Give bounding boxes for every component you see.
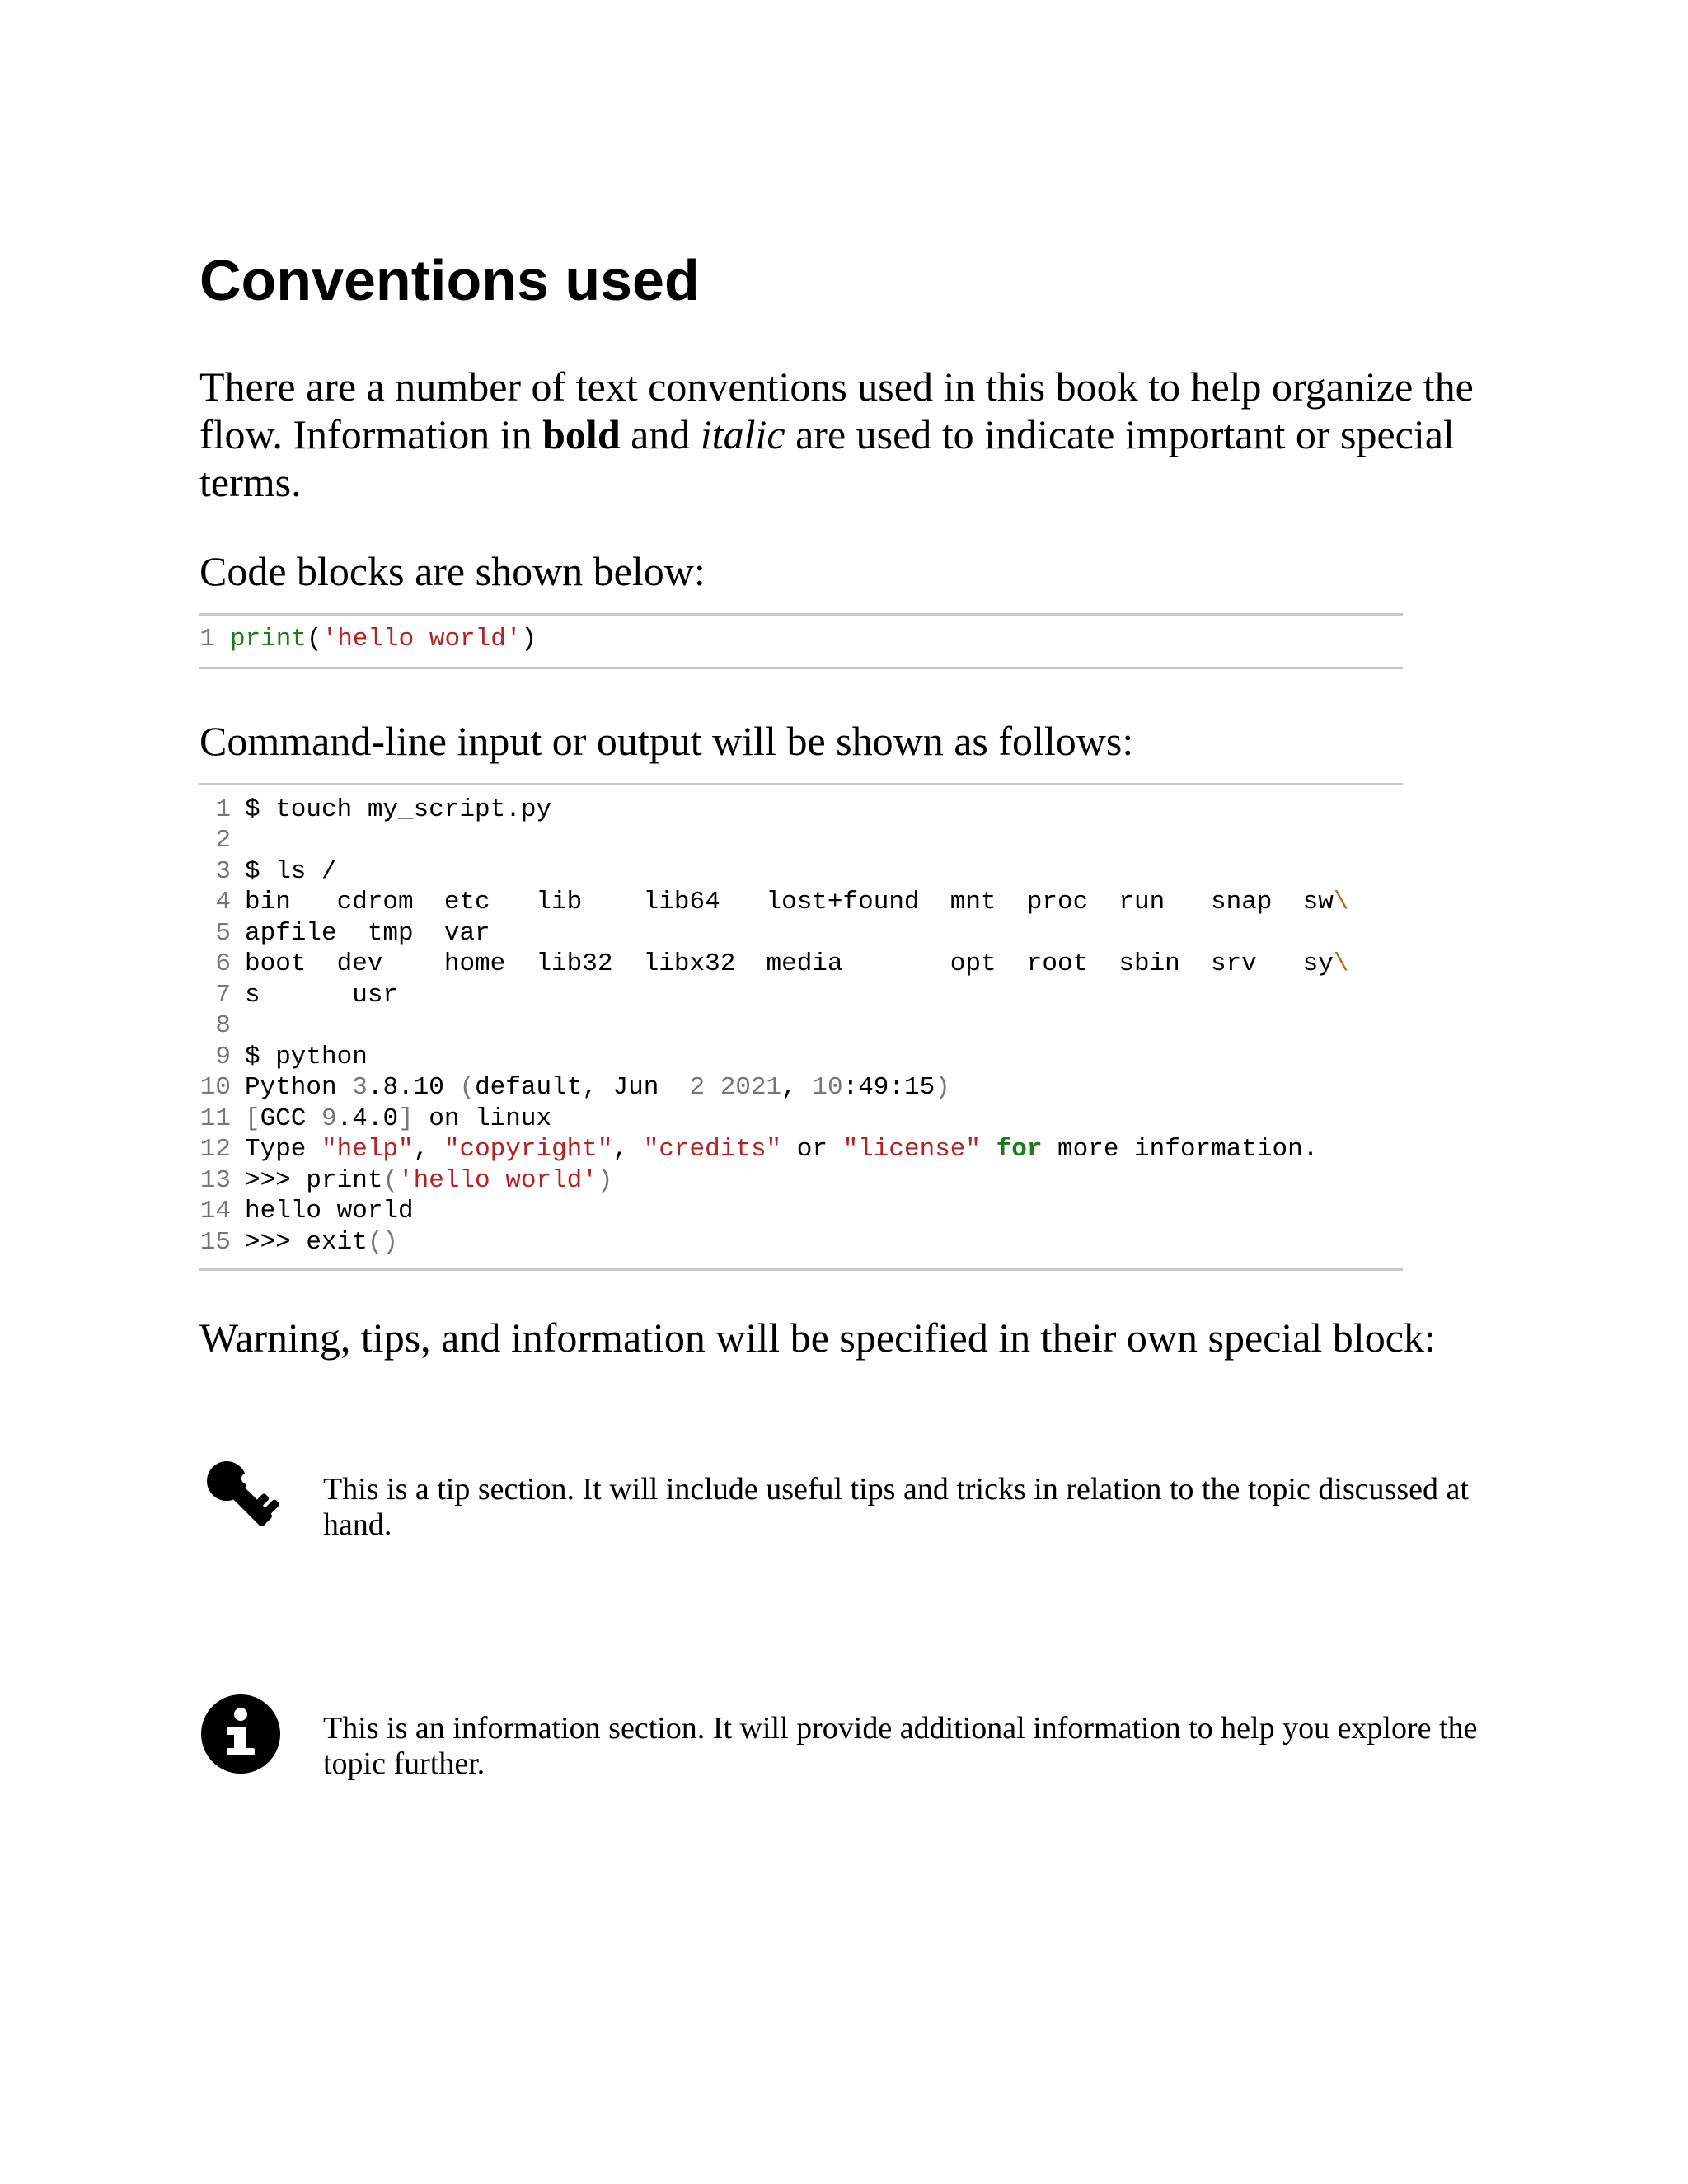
code-token: .4.0 (336, 1104, 399, 1133)
code-token: $ touch my_script.py (245, 794, 552, 824)
line-number: 6 (215, 949, 231, 978)
code-line (199, 794, 1403, 826)
code-token: "credits" (643, 1135, 782, 1164)
code-token: ( (459, 1073, 476, 1102)
line-number: 11 (199, 1104, 231, 1133)
code-line (199, 1072, 1403, 1104)
line-number: 5 (215, 918, 231, 948)
code-line (199, 856, 1403, 888)
code-token: GCC (260, 1104, 322, 1133)
intro-text-1: There are a number of text conventions used in this book to help organize the flow. Information in (199, 363, 1474, 457)
code-line (199, 1196, 1403, 1227)
code-token: "help" (321, 1135, 414, 1164)
code-token: 3 (352, 1073, 368, 1102)
code-line (199, 825, 1403, 856)
line-number: 1 (215, 794, 231, 824)
line-number: 7 (215, 980, 231, 1010)
command-line-intro: Command-line input or output will be shown as follows: (199, 717, 1134, 764)
code-token: bin cdrom etc lib lib64 lost+found mnt proc run snap sw (245, 888, 1334, 916)
code-token: .8.10 (367, 1073, 460, 1102)
intro-text-3: are used to indicate important or special terms. (199, 411, 1455, 505)
code-line (199, 887, 1403, 918)
bold-term: bold (542, 411, 621, 457)
intro-text-2: and (620, 411, 701, 457)
code-token: ( (307, 625, 322, 654)
code-token: 'hello world' (321, 625, 522, 654)
line-number: 8 (215, 1011, 231, 1040)
document-page (199, 247, 1518, 1792)
code-token: Type (245, 1135, 322, 1164)
code-token: [ (245, 1104, 260, 1133)
code-token: ) (597, 1165, 613, 1195)
code-token: 2 2021 (689, 1073, 782, 1102)
code-token: $ python (245, 1042, 368, 1071)
code-line (199, 624, 1403, 655)
tip-callout (199, 1454, 1518, 1553)
code-token: \ (1333, 888, 1349, 916)
code-token: hello world (245, 1197, 414, 1226)
code-token: on linux (413, 1104, 552, 1133)
code-line (199, 1134, 1403, 1165)
code-token: print (230, 625, 307, 654)
line-number: 10 (199, 1073, 231, 1102)
tip-text: This is a tip section. It will include useful tips and tricks in relation to the topic discussed at hand. (323, 1472, 1469, 1542)
code-token: more information. (1042, 1135, 1319, 1164)
code-token: , (781, 1073, 813, 1102)
code-line (199, 949, 1403, 980)
italic-term: italic (700, 411, 785, 457)
code-token: ) (521, 625, 537, 654)
line-number: 3 (215, 856, 231, 886)
line-number: 9 (215, 1042, 231, 1071)
special-blocks-intro: Warning, tips, and information will be specified in their own special block: (199, 1315, 1436, 1361)
code-token: 9 (321, 1104, 337, 1133)
code-line (199, 1104, 1403, 1135)
code-token: , (612, 1135, 644, 1164)
code-token: or (781, 1135, 843, 1164)
code-token: >>> exit (245, 1227, 368, 1257)
code-line (199, 1042, 1403, 1073)
code-blocks-intro: Code blocks are shown below: (199, 548, 706, 594)
line-number: 14 (199, 1197, 231, 1226)
key-icon (199, 1454, 282, 1536)
code-token: 10 (812, 1073, 843, 1102)
code-token: , (413, 1135, 444, 1164)
code-line (199, 1010, 1403, 1042)
code-token: :49:15 (842, 1073, 935, 1102)
info-text: This is an information section. It will provide additional information to help you explore the topic further. (323, 1711, 1478, 1781)
command-line-block (199, 783, 1403, 1272)
code-line (199, 980, 1403, 1011)
line-number: 13 (199, 1165, 231, 1195)
code-token: "copyright" (443, 1135, 613, 1164)
info-callout (199, 1693, 1518, 1792)
code-token: ] (398, 1104, 414, 1133)
code-line (199, 918, 1403, 949)
code-token: ( (382, 1165, 399, 1195)
code-line (199, 1227, 1403, 1258)
code-token: apfile tmp var (245, 918, 490, 948)
info-circle-icon (199, 1693, 282, 1775)
line-number: 12 (199, 1135, 231, 1164)
code-token: for (996, 1135, 1043, 1164)
code-token: boot dev home lib32 libx32 media opt root sbin srv sy (245, 949, 1334, 978)
code-token: "license" (842, 1135, 982, 1164)
code-token: \ (1333, 949, 1349, 978)
code-block-example (199, 613, 1403, 669)
code-token: ) (935, 1073, 950, 1102)
code-token: s usr (245, 980, 399, 1010)
code-token: default, Jun (475, 1073, 690, 1102)
intro-paragraph (199, 363, 1518, 506)
page-title: Conventions used (199, 248, 700, 312)
code-token: () (367, 1227, 399, 1257)
line-number: 1 (199, 625, 215, 654)
line-number: 2 (215, 826, 231, 855)
code-token (981, 1135, 996, 1164)
code-token: $ ls / (245, 856, 337, 886)
line-number: 4 (215, 888, 231, 916)
line-number: 15 (199, 1227, 231, 1257)
code-token: Python (245, 1073, 353, 1102)
code-token: >>> print (245, 1165, 383, 1195)
code-token: 'hello world' (398, 1165, 598, 1195)
code-line (199, 1165, 1403, 1197)
